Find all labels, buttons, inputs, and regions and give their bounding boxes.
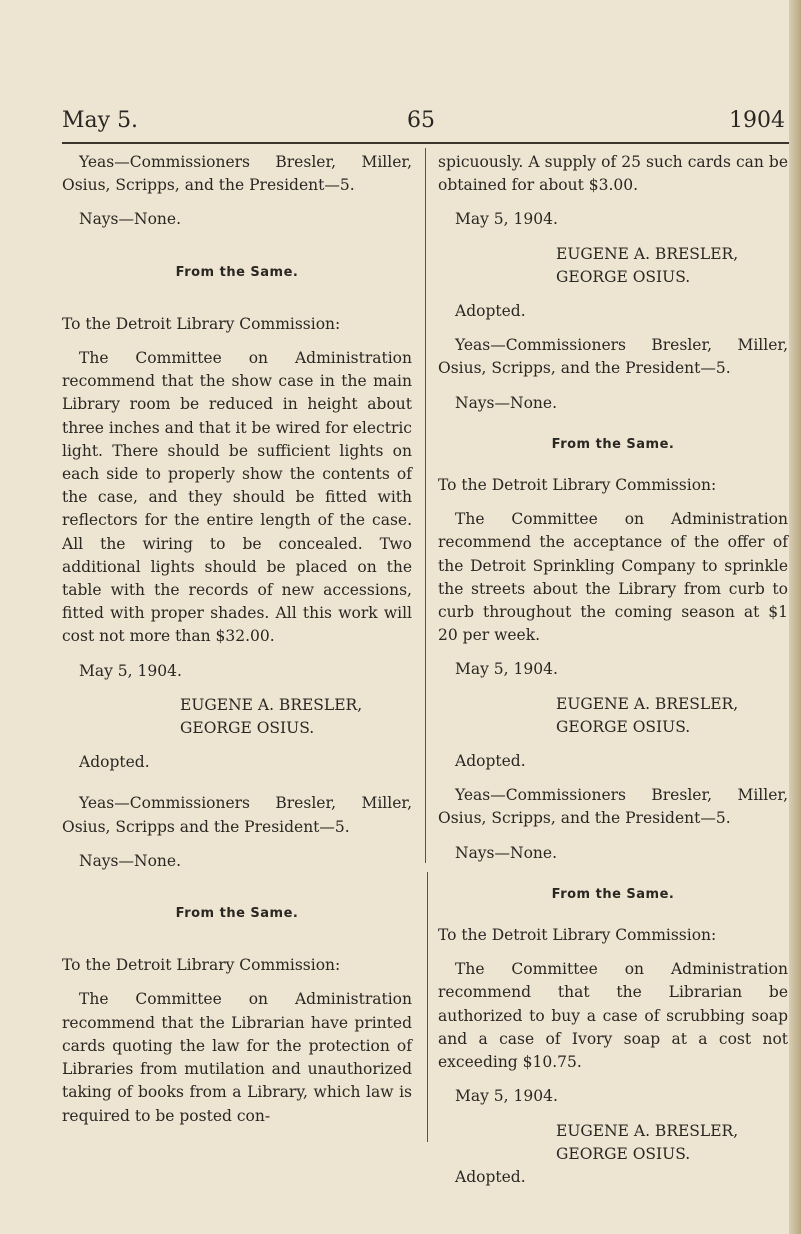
- adopted-note: Adopted.: [455, 302, 526, 321]
- adopted-note: Adopted.: [455, 1167, 526, 1186]
- page-edge: [789, 0, 801, 1234]
- signature-line: GEORGE OSIUS.: [556, 717, 691, 736]
- vote-nays: Nays—None.: [455, 843, 557, 862]
- section-heading: From the Same.: [175, 906, 299, 922]
- running-header: [62, 108, 785, 140]
- report-body: The Committee on Administration recommend that the Librarian be authorized to buy a case of scrubbing soap and a case of Ivory soap at a cost not exceeding $10.75.: [438, 960, 788, 1072]
- signature-line: EUGENE A. BRESLER,: [556, 244, 739, 263]
- report-body: The Committee on Administration recommend that the Librarian have printed cards quoting the law for the protection of Libraries from mutilation and unauthorized taking of books from a Library, which law is required to be posted con-: [62, 990, 412, 1125]
- report-date: May 5, 1904.: [455, 660, 558, 679]
- report-body: The Committee on Administration recommend that the show case in the main Library room be reduced in height about three inches and that it be wired for electric light. There should be sufficient lights on each side to properly show the contents of the case, and they should be fitted with reflectors for the entire length of the case. All the wiring to be concealed. Two additional lights should be placed on the table with the records of new accessions, fitted with proper shades. All this work will cost not more than $32.00.: [62, 349, 412, 646]
- section-heading: From the Same.: [551, 436, 675, 452]
- column-divider-lower: [427, 872, 428, 1142]
- signature-line: GEORGE OSIUS.: [180, 719, 315, 738]
- salutation: To the Detroit Library Commission:: [438, 476, 717, 495]
- vote-nays: Nays—None.: [455, 393, 557, 412]
- right-column: [438, 151, 788, 1189]
- report-date: May 5, 1904.: [455, 210, 558, 229]
- page-number: 65: [407, 108, 435, 133]
- signature-line: EUGENE A. BRESLER,: [180, 695, 363, 714]
- column-divider: [425, 148, 426, 863]
- signature-line: EUGENE A. BRESLER,: [556, 1121, 739, 1140]
- vote-yeas: Yeas—Commissioners Bresler, Miller, Osius, Scripps, and the President—5.: [438, 786, 788, 828]
- header-rule: [62, 142, 789, 144]
- salutation: To the Detroit Library Commission:: [438, 926, 717, 945]
- report-date: May 5, 1904.: [455, 1087, 558, 1106]
- vote-nays: Nays—None.: [79, 210, 181, 229]
- section-heading: From the Same.: [175, 264, 299, 280]
- vote-yeas: Yeas—Commissioners Bresler, Miller, Osius, Scripps, and the President—5.: [62, 153, 412, 195]
- signature-line: GEORGE OSIUS.: [556, 267, 691, 286]
- vote-yeas: Yeas—Commissioners Bresler, Miller, Osius, Scripps and the President—5.: [62, 794, 412, 836]
- signature-line: EUGENE A. BRESLER,: [556, 694, 739, 713]
- vote-yeas: Yeas—Commissioners Bresler, Miller, Osius, Scripps, and the President—5.: [438, 336, 788, 378]
- salutation: To the Detroit Library Commission:: [62, 314, 341, 333]
- report-date: May 5, 1904.: [79, 661, 182, 680]
- header-year: 1904: [729, 108, 785, 133]
- report-body-continued: spicuously. A supply of 25 such cards can be obtained for about $3.00.: [438, 153, 788, 195]
- report-body: The Committee on Administration recommend the acceptance of the offer of the Detroit Sprinkling Company to sprinkle the streets about the Library from curb to curb throughout the coming season at $1 20 per week.: [438, 510, 788, 645]
- section-heading: From the Same.: [551, 886, 675, 902]
- signature-line: GEORGE OSIUS.: [556, 1144, 691, 1163]
- vote-nays: Nays—None.: [79, 851, 181, 870]
- adopted-note: Adopted.: [79, 753, 150, 772]
- adopted-note: Adopted.: [455, 752, 526, 771]
- salutation: To the Detroit Library Commission:: [62, 956, 341, 975]
- header-date: May 5.: [62, 108, 139, 133]
- left-column: [62, 151, 412, 1128]
